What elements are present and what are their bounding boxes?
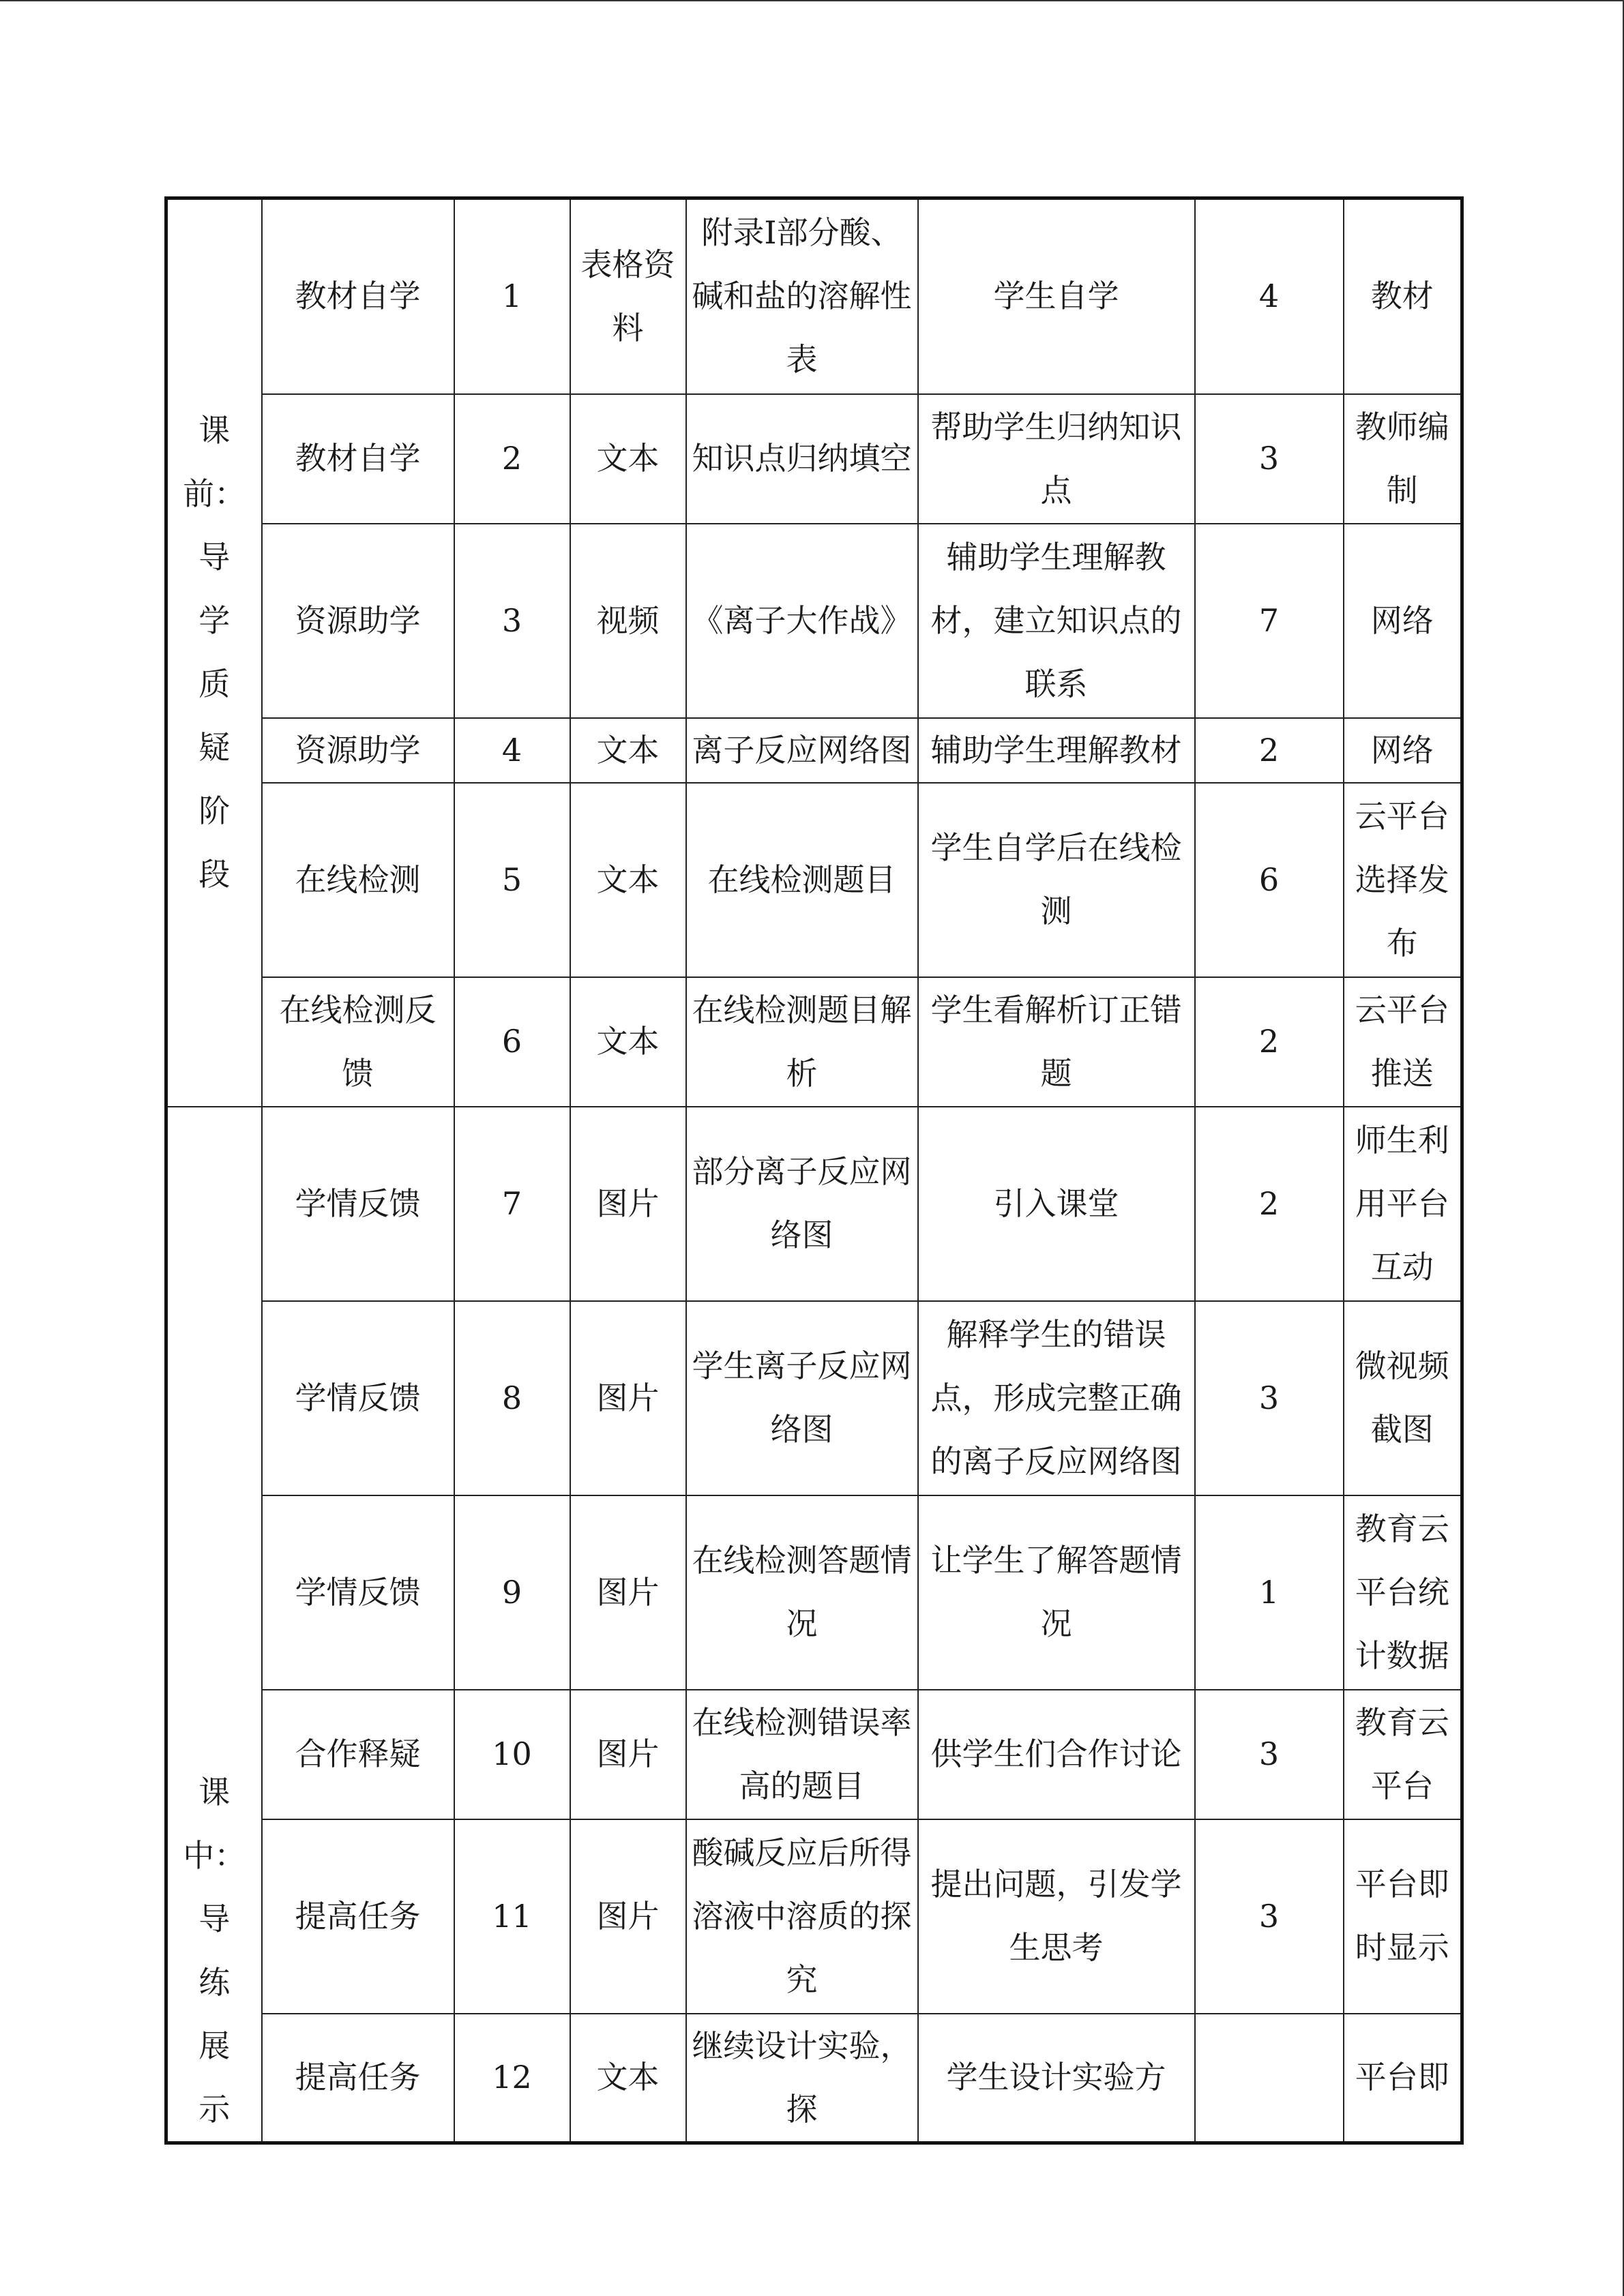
- type-cell: 文本: [570, 718, 686, 783]
- number-cell: 6: [454, 977, 570, 1107]
- table-row: [166, 1495, 1462, 1690]
- source-cell: 云平台选择发布: [1344, 783, 1462, 977]
- content-cell: 附录Ⅰ部分酸、碱和盐的溶解性表: [686, 198, 918, 394]
- time-cell: 6: [1195, 783, 1344, 977]
- source-cell: 教师编制: [1344, 394, 1462, 524]
- purpose-cell: 辅助学生理解教材，建立知识点的联系: [918, 524, 1195, 718]
- activity-cell: 合作释疑: [262, 1690, 454, 1819]
- source-cell: 教育云平台: [1344, 1690, 1462, 1819]
- time-cell: [1195, 2014, 1344, 2143]
- source-cell: 平台即: [1344, 2014, 1462, 2143]
- table-row: [166, 977, 1462, 1107]
- time-cell: 4: [1195, 198, 1344, 394]
- content-cell: 在线检测题目: [686, 783, 918, 977]
- number-cell: 2: [454, 394, 570, 524]
- source-cell: 师生利用平台互动: [1344, 1107, 1462, 1301]
- activity-cell: 教材自学: [262, 198, 454, 394]
- content-cell: 继续设计实验，探: [686, 2014, 918, 2143]
- time-cell: 2: [1195, 718, 1344, 783]
- time-cell: 3: [1195, 1301, 1344, 1495]
- activity-cell: 在线检测: [262, 783, 454, 977]
- purpose-cell: 供学生们合作讨论: [918, 1690, 1195, 1819]
- type-cell: 图片: [570, 1107, 686, 1301]
- content-cell: 学生离子反应网络图: [686, 1301, 918, 1495]
- type-cell: 表格资料: [570, 198, 686, 394]
- number-cell: 12: [454, 2014, 570, 2143]
- source-cell: 教育云平台统计数据: [1344, 1495, 1462, 1690]
- time-cell: 3: [1195, 1690, 1344, 1819]
- content-cell: 在线检测答题情况: [686, 1495, 918, 1690]
- type-cell: 文本: [570, 2014, 686, 2143]
- type-cell: 视频: [570, 524, 686, 718]
- activity-cell: 在线检测反馈: [262, 977, 454, 1107]
- content-cell: 部分离子反应网络图: [686, 1107, 918, 1301]
- content-cell: 离子反应网络图: [686, 718, 918, 783]
- type-cell: 文本: [570, 783, 686, 977]
- number-cell: 10: [454, 1690, 570, 1819]
- time-cell: 3: [1195, 394, 1344, 524]
- activity-cell: 教材自学: [262, 394, 454, 524]
- purpose-cell: 学生设计实验方: [918, 2014, 1195, 2143]
- table-row: [166, 718, 1462, 783]
- type-cell: 图片: [570, 1690, 686, 1819]
- activity-cell: 学情反馈: [262, 1107, 454, 1301]
- activity-cell: 学情反馈: [262, 1301, 454, 1495]
- table-row: [166, 1690, 1462, 1819]
- source-cell: 网络: [1344, 718, 1462, 783]
- source-cell: 平台即时显示: [1344, 1819, 1462, 2014]
- content-cell: 在线检测错误率高的题目: [686, 1690, 918, 1819]
- content-cell: 《离子大作战》: [686, 524, 918, 718]
- table-row: [166, 524, 1462, 718]
- stage-cell-pre-class: 课 前： 导 学 质 疑 阶 段: [166, 198, 262, 1107]
- purpose-cell: 帮助学生归纳知识点: [918, 394, 1195, 524]
- content-cell: 在线检测题目解析: [686, 977, 918, 1107]
- time-cell: 7: [1195, 524, 1344, 718]
- table-row: [166, 783, 1462, 977]
- activity-cell: 提高任务: [262, 1819, 454, 2014]
- purpose-cell: 学生自学后在线检测: [918, 783, 1195, 977]
- type-cell: 文本: [570, 977, 686, 1107]
- page-border-top: [0, 0, 1624, 1]
- number-cell: 1: [454, 198, 570, 394]
- number-cell: 11: [454, 1819, 570, 2014]
- purpose-cell: 解释学生的错误点，形成完整正确的离子反应网络图: [918, 1301, 1195, 1495]
- source-cell: 微视频截图: [1344, 1301, 1462, 1495]
- time-cell: 2: [1195, 977, 1344, 1107]
- source-cell: 教材: [1344, 198, 1462, 394]
- activity-cell: 提高任务: [262, 2014, 454, 2143]
- time-cell: 1: [1195, 1495, 1344, 1690]
- source-cell: 网络: [1344, 524, 1462, 718]
- type-cell: 图片: [570, 1495, 686, 1690]
- activity-cell: 学情反馈: [262, 1495, 454, 1690]
- content-cell: 知识点归纳填空: [686, 394, 918, 524]
- purpose-cell: 学生看解析订正错题: [918, 977, 1195, 1107]
- type-cell: 文本: [570, 394, 686, 524]
- number-cell: 4: [454, 718, 570, 783]
- type-cell: 图片: [570, 1819, 686, 2014]
- table-row: [166, 1301, 1462, 1495]
- number-cell: 7: [454, 1107, 570, 1301]
- number-cell: 8: [454, 1301, 570, 1495]
- activity-cell: 资源助学: [262, 718, 454, 783]
- table-row: [166, 2014, 1462, 2143]
- content-cell: 酸碱反应后所得溶液中溶质的探究: [686, 1819, 918, 2014]
- purpose-cell: 提出问题，引发学生思考: [918, 1819, 1195, 2014]
- stage-cell-in-class: 课 中： 导 练 展 示: [166, 1107, 262, 2143]
- time-cell: 3: [1195, 1819, 1344, 2014]
- number-cell: 9: [454, 1495, 570, 1690]
- table-row: [166, 1107, 1462, 1301]
- table-row: [166, 394, 1462, 524]
- activity-cell: 资源助学: [262, 524, 454, 718]
- table-row: [166, 1819, 1462, 2014]
- table-row: [166, 198, 1462, 394]
- time-cell: 2: [1195, 1107, 1344, 1301]
- purpose-cell: 学生自学: [918, 198, 1195, 394]
- purpose-cell: 让学生了解答题情况: [918, 1495, 1195, 1690]
- purpose-cell: 引入课堂: [918, 1107, 1195, 1301]
- purpose-cell: 辅助学生理解教材: [918, 718, 1195, 783]
- number-cell: 5: [454, 783, 570, 977]
- number-cell: 3: [454, 524, 570, 718]
- source-cell: 云平台推送: [1344, 977, 1462, 1107]
- resource-table: [164, 196, 1464, 2145]
- type-cell: 图片: [570, 1301, 686, 1495]
